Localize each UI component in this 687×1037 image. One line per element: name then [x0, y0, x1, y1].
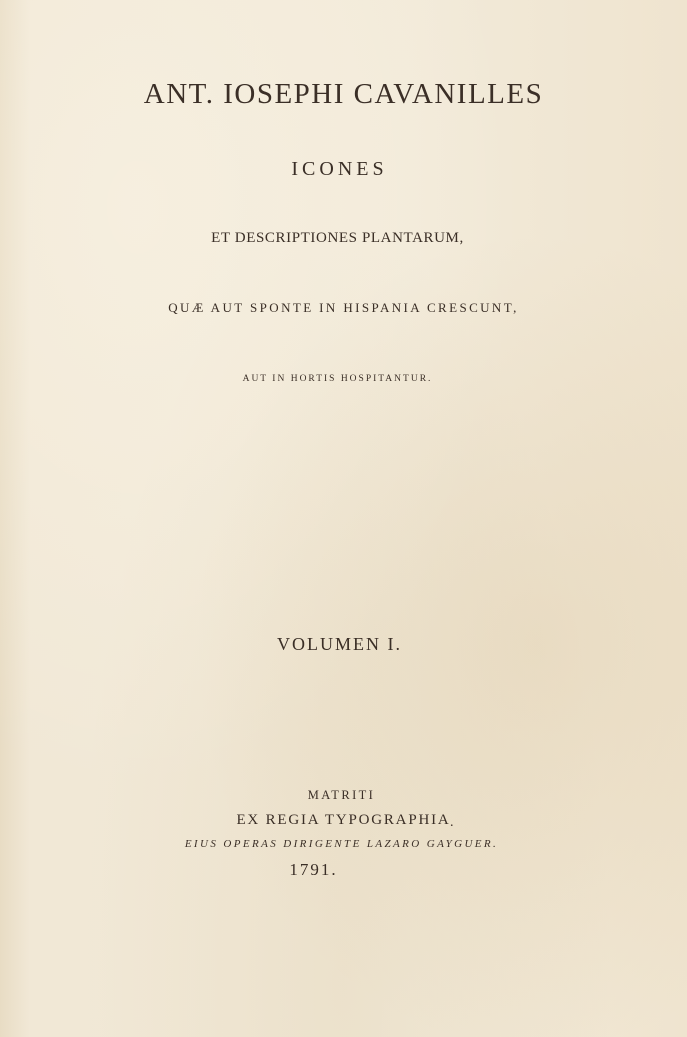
- book-title: ICONES: [291, 158, 388, 180]
- imprint-director: EIUS OPERAS DIRIGENTE LAZARO GAYGUER.: [184, 838, 499, 850]
- subtitle-line-3: AUT IN HORTIS HOSPITANTUR.: [242, 374, 433, 384]
- imprint-press: EX REGIA TYPOGRAPHIA: [236, 812, 451, 828]
- volume-label: VOLUMEN I.: [277, 634, 402, 654]
- subtitle-line-2: QUÆ AUT SPONTE IN HISPANIA CRESCUNT,: [168, 300, 519, 315]
- subtitle-line-1: ET DESCRIPTIONES PLANTARUM,: [211, 230, 464, 246]
- imprint-press-mark: .: [450, 815, 454, 830]
- imprint-year: 1791.: [289, 860, 338, 879]
- author-name: ANT. IOSEPHI CAVANILLES: [143, 78, 544, 110]
- imprint-place: MATRITI: [307, 788, 376, 802]
